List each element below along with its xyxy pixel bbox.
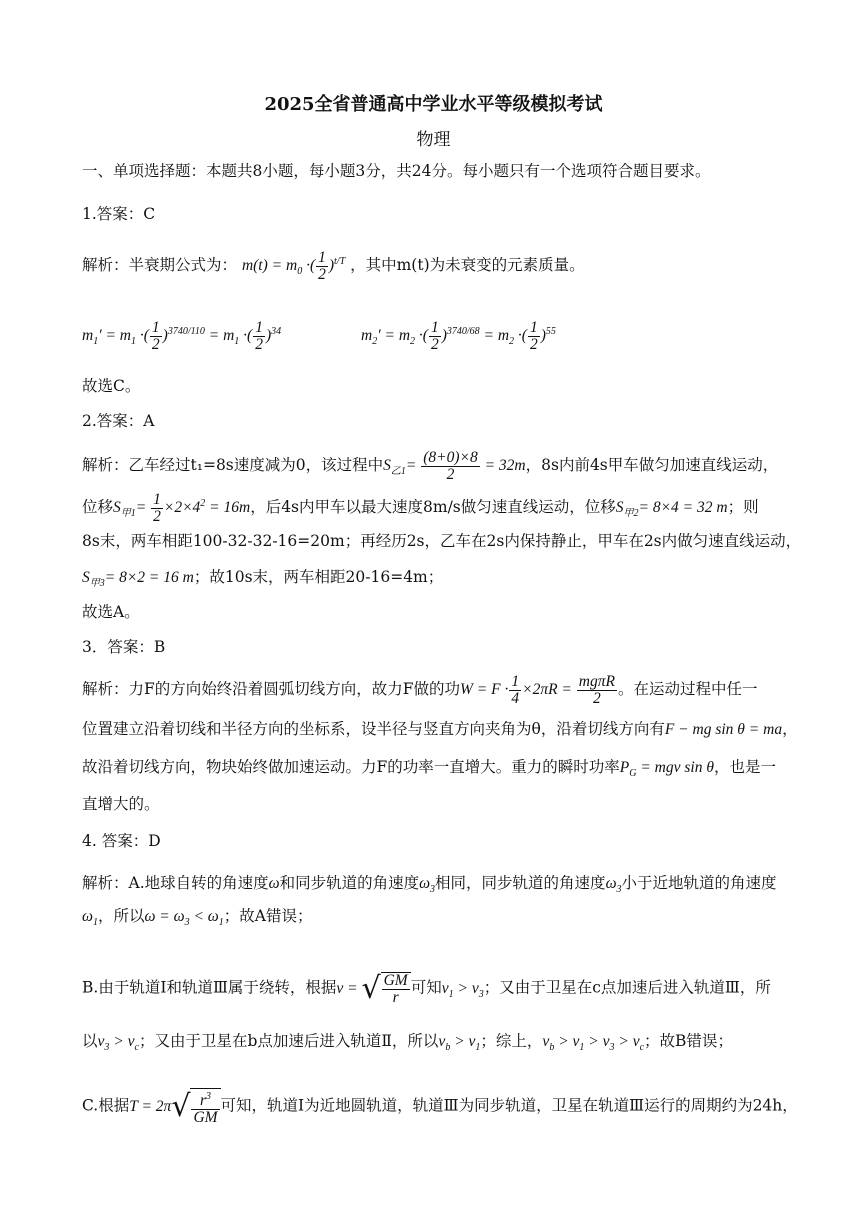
q1-equation-2: $m_2' = m_2$ ·( $\frac{1}{2}$ )$^{3740/68} = m_2$ ·( $\frac{1}{2}$ )$^{55}$ xyxy=(361,319,556,353)
q3-line1 xyxy=(82,674,797,707)
q2-line2 xyxy=(82,492,797,525)
q2-text: t₁=8s速度减为0，该过程中 xyxy=(190,456,384,475)
q4-line-a1 xyxy=(82,872,797,901)
q1-equations xyxy=(82,320,797,353)
q4-text: ；又由于卫星在c点加速后进入轨道Ⅲ，所 xyxy=(483,978,771,997)
q4-eq-velocity: v = √ $\frac{GM}{r}$ xyxy=(336,980,410,997)
omega1-symbol: $\omega_1$ xyxy=(82,908,98,929)
q1-answer: 1.答案：C xyxy=(82,205,156,223)
q2-text: ；故10s末，两车相距20-16=4m； xyxy=(193,568,444,586)
q4-eq-v3-vc: $v_3 > v_c$ xyxy=(97,1033,139,1054)
q3-line2: 位置建立沿着切线和半径方向的坐标系，设半径与竖直方向夹角为θ，沿着切线方向有F − mg sin θ = ma， xyxy=(82,720,798,738)
q3-eq-newton: F − mg sin θ = ma xyxy=(664,721,783,738)
q4-line-a2: $\omega_1$，所以$\omega = \omega_3 < \omega_1$；故A错误； xyxy=(82,907,313,929)
q3-eq-power: $P_G$ = mgv sin θ xyxy=(619,759,714,780)
q4-eq-v1-v3: $v_1 > v_3$ xyxy=(441,979,484,1000)
q4-text: 以 xyxy=(82,1032,98,1050)
q4-answer: 4. 答案：D xyxy=(82,832,161,850)
q4-text: 相同，同步轨道的角速度 xyxy=(435,874,606,892)
subject-title: 物理 xyxy=(416,130,451,150)
q4-text: C.根据 xyxy=(82,1096,130,1115)
q1-analysis xyxy=(82,250,797,283)
q2-text: ，8s内前4s甲车做匀加速直线运动， xyxy=(525,456,779,475)
q4-eq-period: T = 2π√ $\frac{r^3}{GM}$ xyxy=(129,1098,220,1115)
q3-eq-work: W = F · $\frac{1}{4}$ ×2πR = $\frac{\text{mgπR}}{2}$ xyxy=(460,673,615,707)
omega3-symbol: $\omega_3$ xyxy=(419,875,436,896)
q1-conclusion: 故选C。 xyxy=(82,377,141,395)
q4-text: ；又由于卫星在b点加速后进入轨道Ⅱ，所以 xyxy=(138,1032,439,1050)
q2-eq-s-jia3: $S_{甲3}= 8\times 2 = 16$ m xyxy=(82,569,194,590)
q3-text: 解析：力F的方向始终沿着圆弧切线方向，故力F做的功 xyxy=(82,680,461,699)
q2-line3: 8s末，两车相距100-32-32-16=20m；再经历2s，乙车在2s内保持静止，甲车在2s内做匀速直线运动， xyxy=(82,532,802,550)
exam-title: 2025全省普通高中学业水平等级模拟考试 xyxy=(264,94,603,115)
q1-analysis-prefix: 解析：半衰期公式为： xyxy=(82,256,238,275)
q4-text: ；综上， xyxy=(480,1032,543,1050)
q2-conclusion: 故选A。 xyxy=(82,603,140,621)
section-heading: 一、单项选择题：本题共8小题，每小题3分，共24分。每小题只有一个选项符合题目要求。 xyxy=(82,162,711,180)
q3-text: ，也是一 xyxy=(713,758,776,776)
q4-text: 和同步轨道的角速度 xyxy=(279,874,420,892)
omega3-symbol: $\omega_3$ xyxy=(605,875,622,896)
q4-text: ，所以 xyxy=(97,907,145,925)
q3-answer: 3．答案：B xyxy=(82,638,166,656)
q4-eq-omega: $\omega = \omega_3 < \omega_1$ xyxy=(144,908,224,929)
half-life-formula: $m(t) = m_0$ ·( $\frac{1}{2}$ )$^{t/T}$ xyxy=(241,249,346,283)
q3-line4: 直增大的。 xyxy=(82,795,160,813)
q4-line-c1 xyxy=(82,1088,797,1126)
q2-text: 解析：乙车经过 xyxy=(82,456,191,475)
q4-line-b1 xyxy=(82,972,797,1006)
q3-text: 位置建立沿着切线和半径方向的坐标系，设半径与竖直方向夹角为θ，沿着切线方向有 xyxy=(82,720,665,738)
q4-eq-chain: $v_b > v_1 > v_3 > v_c$ xyxy=(542,1033,645,1054)
omega-symbol: ω xyxy=(268,875,280,892)
q4-text: B.由于轨道Ⅰ和轨道Ⅲ属于绕转，根据 xyxy=(82,978,337,997)
q1-analysis-suffix: ，其中m(t)为未衰变的元素质量。 xyxy=(350,256,585,275)
q2-eq-s-yi: $S_{乙1}=$ $\frac{(8+0)\times 8}{2}$ = 32m xyxy=(383,449,526,483)
q4-text: 可知 xyxy=(410,978,442,997)
q3-text: 。在运动过程中任一 xyxy=(617,680,758,699)
q2-eq-s-jia1: $S_{甲1}=$ $\frac{1}{2}$ $\times 2\times 4^2 = 16m$ xyxy=(113,491,251,525)
q4-text: 解析：A.地球自转的角速度 xyxy=(82,874,269,892)
q1-equation-1: $m_1' = m_1$ ·( $\frac{1}{2}$ )$^{3740/110} = m_1$ ·( $\frac{1}{2}$ )$^{34}$ xyxy=(82,319,282,353)
q4-text: ；故B错误； xyxy=(644,1032,733,1050)
q2-text: ，后4s内甲车以最大速度8m/s做匀速直线运动，位移 xyxy=(250,498,616,517)
q2-answer: 2.答案：A xyxy=(82,412,155,430)
q4-eq-vb-v1: $v_b > v_1$ xyxy=(438,1033,481,1054)
q3-line3 xyxy=(82,756,797,785)
q2-line1 xyxy=(82,450,797,483)
q3-text: 故沿着切线方向，物块始终做加速运动。力F的功率一直增大。重力的瞬时功率 xyxy=(82,758,620,776)
q2-line4 xyxy=(82,566,797,595)
q4-text: 可知，轨道Ⅰ为近地圆轨道，轨道Ⅲ为同步轨道，卫星在轨道Ⅲ运行的周期约为24h， xyxy=(220,1096,798,1115)
q4-text: 小于近地轨道的角速度 xyxy=(621,874,777,892)
q2-text: 位移 xyxy=(82,498,114,517)
q2-text: ；则 xyxy=(727,498,759,517)
q2-eq-s-jia2: $S_{甲2}= 8\times 4 = 32$ m xyxy=(615,499,728,520)
q4-text: 故A错误； xyxy=(239,907,313,925)
q4-line-b2 xyxy=(82,1030,797,1059)
